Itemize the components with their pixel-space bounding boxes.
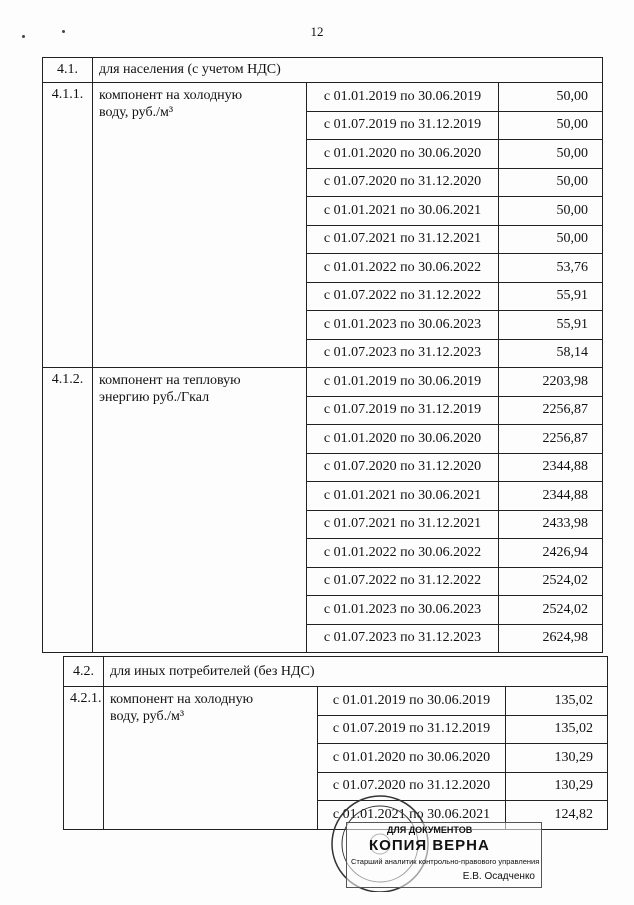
value-cell: 2256,87 bbox=[499, 425, 603, 454]
value-cell: 55,91 bbox=[499, 311, 603, 340]
value-cell: 55,91 bbox=[499, 282, 603, 311]
scan-speck bbox=[62, 30, 65, 33]
period-cell: с 01.01.2019 по 30.06.2019 bbox=[318, 687, 506, 716]
period-cell: с 01.07.2023 по 31.12.2023 bbox=[307, 339, 499, 368]
period-cell: с 01.01.2021 по 30.06.2021 bbox=[307, 197, 499, 226]
item-number: 4.2.1. bbox=[64, 687, 104, 830]
value-cell: 50,00 bbox=[499, 197, 603, 226]
certification-stamp bbox=[318, 792, 542, 892]
period-cell: с 01.01.2020 по 30.06.2020 bbox=[307, 425, 499, 454]
period-cell: с 01.07.2023 по 31.12.2023 bbox=[307, 624, 499, 653]
item-name-line-1: компонент на холодную bbox=[99, 88, 243, 103]
scan-speck bbox=[22, 35, 25, 38]
period-cell: с 01.01.2023 по 30.06.2023 bbox=[307, 596, 499, 625]
item-name-line-2: энергию руб./Гкал bbox=[99, 390, 210, 405]
section-header-row bbox=[64, 657, 608, 687]
period-cell: с 01.01.2019 по 30.06.2019 bbox=[307, 368, 499, 397]
value-cell: 50,00 bbox=[499, 111, 603, 140]
period-cell: с 01.07.2019 по 31.12.2019 bbox=[307, 111, 499, 140]
value-cell: 50,00 bbox=[499, 225, 603, 254]
period-cell: с 01.01.2023 по 30.06.2023 bbox=[307, 311, 499, 340]
period-cell: с 01.07.2019 по 31.12.2019 bbox=[307, 396, 499, 425]
value-cell: 50,00 bbox=[499, 140, 603, 169]
section-number: 4.2. bbox=[64, 657, 104, 687]
tariff-table-section-1 bbox=[42, 57, 603, 653]
stamp-position: Старший аналитик контрольно-правового управления bbox=[351, 857, 540, 866]
period-cell: с 01.07.2020 по 31.12.2020 bbox=[307, 168, 499, 197]
stamp-signatory: Е.В. Осадченко bbox=[462, 871, 535, 882]
period-cell: с 01.07.2019 по 31.12.2019 bbox=[318, 715, 506, 744]
value-cell: 2344,88 bbox=[499, 453, 603, 482]
period-cell: с 01.01.2022 по 30.06.2022 bbox=[307, 254, 499, 283]
period-cell: с 01.01.2022 по 30.06.2022 bbox=[307, 539, 499, 568]
copy-certified-box bbox=[346, 822, 542, 888]
item-name-line-2: воду, руб./м³ bbox=[110, 709, 185, 724]
value-cell: 2256,87 bbox=[499, 396, 603, 425]
item-name-line-2: воду, руб./м³ bbox=[99, 105, 174, 120]
period-cell: с 01.07.2021 по 31.12.2021 bbox=[307, 225, 499, 254]
period-cell: с 01.01.2020 по 30.06.2020 bbox=[318, 744, 506, 773]
value-cell: 53,76 bbox=[499, 254, 603, 283]
value-cell: 2433,98 bbox=[499, 510, 603, 539]
item-name bbox=[93, 368, 307, 653]
section-title: для иных потребителей (без НДС) bbox=[104, 657, 608, 687]
item-number: 4.1.1. bbox=[43, 83, 93, 368]
period-cell: с 01.07.2020 по 31.12.2020 bbox=[307, 453, 499, 482]
period-cell: с 01.01.2021 по 30.06.2021 bbox=[318, 801, 506, 830]
period-cell: с 01.01.2021 по 30.06.2021 bbox=[307, 482, 499, 511]
period-cell: с 01.07.2020 по 31.12.2020 bbox=[318, 772, 506, 801]
value-cell: 130,29 bbox=[506, 744, 608, 773]
stamp-copy-verified: КОПИЯ ВЕРНА bbox=[369, 837, 490, 854]
value-cell: 50,00 bbox=[499, 168, 603, 197]
period-cell: с 01.01.2020 по 30.06.2020 bbox=[307, 140, 499, 169]
item-name-line-1: компонент на холодную bbox=[110, 692, 254, 707]
value-cell: 2426,94 bbox=[499, 539, 603, 568]
value-cell: 2524,02 bbox=[499, 596, 603, 625]
tariff-row bbox=[43, 83, 603, 112]
stamp-for-documents: ДЛЯ ДОКУМЕНТОВ bbox=[387, 825, 473, 835]
value-cell: 135,02 bbox=[506, 687, 608, 716]
value-cell: 2344,88 bbox=[499, 482, 603, 511]
value-cell: 50,00 bbox=[499, 83, 603, 112]
period-cell: с 01.07.2022 по 31.12.2022 bbox=[307, 567, 499, 596]
period-cell: с 01.07.2022 по 31.12.2022 bbox=[307, 282, 499, 311]
period-cell: с 01.01.2019 по 30.06.2019 bbox=[307, 83, 499, 112]
section-header-row bbox=[43, 58, 603, 83]
section-title: для населения (с учетом НДС) bbox=[93, 58, 603, 83]
section-number: 4.1. bbox=[43, 58, 93, 83]
item-name bbox=[93, 83, 307, 368]
value-cell: 2524,02 bbox=[499, 567, 603, 596]
page-number: 12 bbox=[310, 24, 324, 39]
value-cell: 130,29 bbox=[506, 772, 608, 801]
period-cell: с 01.07.2021 по 31.12.2021 bbox=[307, 510, 499, 539]
value-cell: 124,82 bbox=[506, 801, 608, 830]
item-name bbox=[104, 687, 318, 830]
value-cell: 58,14 bbox=[499, 339, 603, 368]
value-cell: 135,02 bbox=[506, 715, 608, 744]
item-number: 4.1.2. bbox=[43, 368, 93, 653]
tariff-row bbox=[43, 368, 603, 397]
value-cell: 2624,98 bbox=[499, 624, 603, 653]
tariff-row bbox=[64, 687, 608, 716]
item-name-line-1: компонент на тепловую bbox=[99, 373, 241, 388]
value-cell: 2203,98 bbox=[499, 368, 603, 397]
